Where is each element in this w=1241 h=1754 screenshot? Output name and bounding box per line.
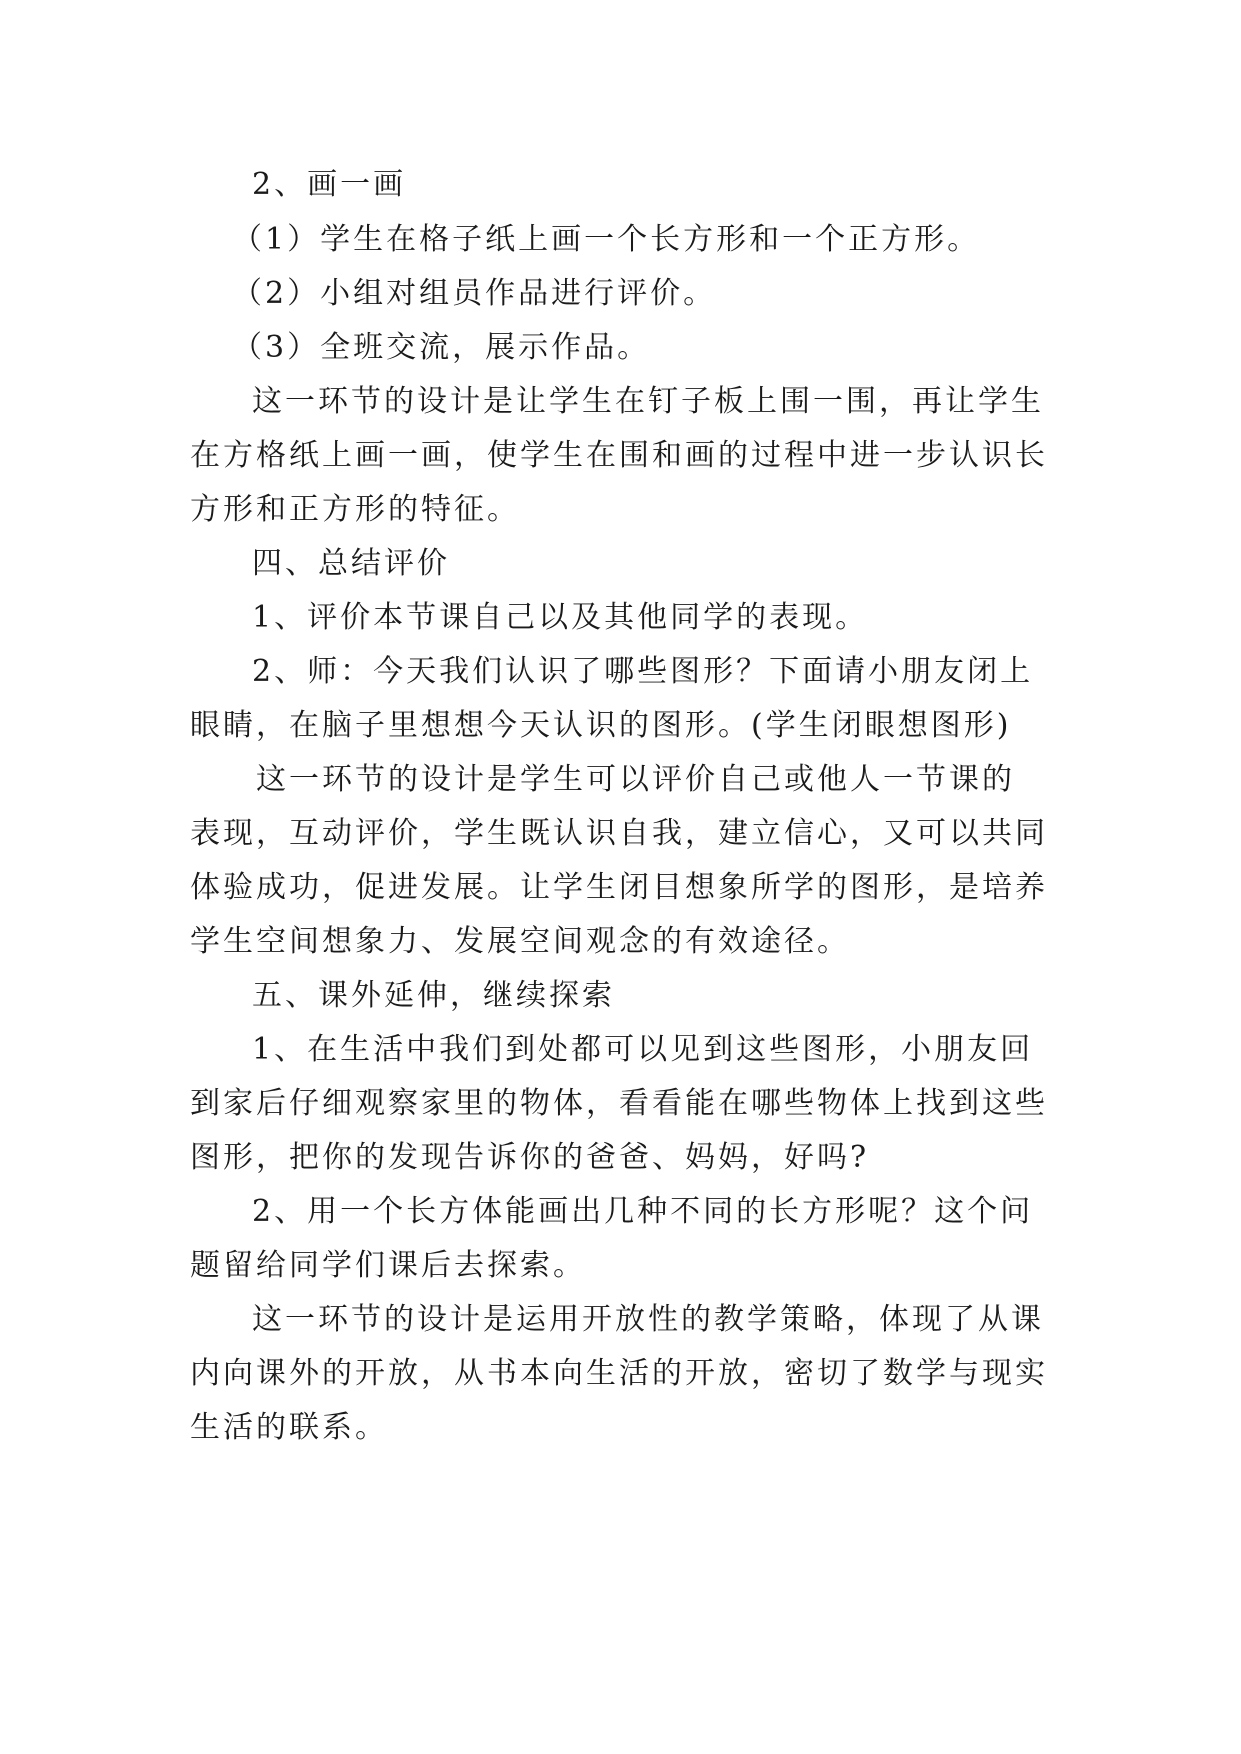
paragraph-line: 图形，把你的发现告诉你的爸爸、妈妈，好吗? bbox=[190, 1140, 870, 1175]
paragraph-line: 题留给同学们课后去探索。 bbox=[190, 1248, 586, 1283]
paragraph-line: 眼睛，在脑子里想想今天认识的图形。(学生闭眼想图形) bbox=[190, 708, 1012, 743]
paragraph-line: 这一环节的设计是运用开放性的教学策略，体现了从课 bbox=[252, 1302, 1044, 1337]
section-heading-extension: 五、课外延伸，继续探索 bbox=[252, 978, 615, 1013]
section-heading-summary: 四、总结评价 bbox=[252, 546, 450, 581]
heading-draw: 2、画一画 bbox=[252, 167, 407, 202]
paragraph-line: 表现，互动评价，学生既认识自我，建立信心，又可以共同 bbox=[190, 816, 1048, 851]
paragraph-line: 内向课外的开放，从书本向生活的开放，密切了数学与现实 bbox=[190, 1356, 1048, 1391]
paragraph-line: 1、在生活中我们到处都可以见到这些图形，小朋友回 bbox=[252, 1032, 1034, 1067]
list-item-2: （2）小组对组员作品进行评价。 bbox=[232, 276, 717, 311]
list-item-3: （3）全班交流，展示作品。 bbox=[232, 330, 651, 365]
paragraph-line: 2、师：今天我们认识了哪些图形？下面请小朋友闭上 bbox=[252, 654, 1034, 689]
paragraph-line: 1、评价本节课自己以及其他同学的表现。 bbox=[252, 600, 869, 635]
paragraph-line: 在方格纸上画一画，使学生在围和画的过程中进一步认识长 bbox=[190, 438, 1048, 473]
paragraph-line: 这一环节的设计是学生可以评价自己或他人一节课的 bbox=[256, 762, 1015, 797]
paragraph-line: 2、用一个长方体能画出几种不同的长方形呢？这个问 bbox=[252, 1194, 1034, 1229]
paragraph-line: 这一环节的设计是让学生在钉子板上围一围，再让学生 bbox=[252, 384, 1044, 419]
paragraph-line: 学生空间想象力、发展空间观念的有效途径。 bbox=[190, 924, 850, 959]
paragraph-line: 到家后仔细观察家里的物体，看看能在哪些物体上找到这些 bbox=[190, 1086, 1048, 1121]
paragraph-line: 体验成功，促进发展。让学生闭目想象所学的图形，是培养 bbox=[190, 870, 1048, 905]
paragraph-line: 生活的联系。 bbox=[190, 1410, 388, 1445]
paragraph-line: 方形和正方形的特征。 bbox=[190, 492, 520, 527]
list-item-1: （1）学生在格子纸上画一个长方形和一个正方形。 bbox=[232, 222, 981, 257]
